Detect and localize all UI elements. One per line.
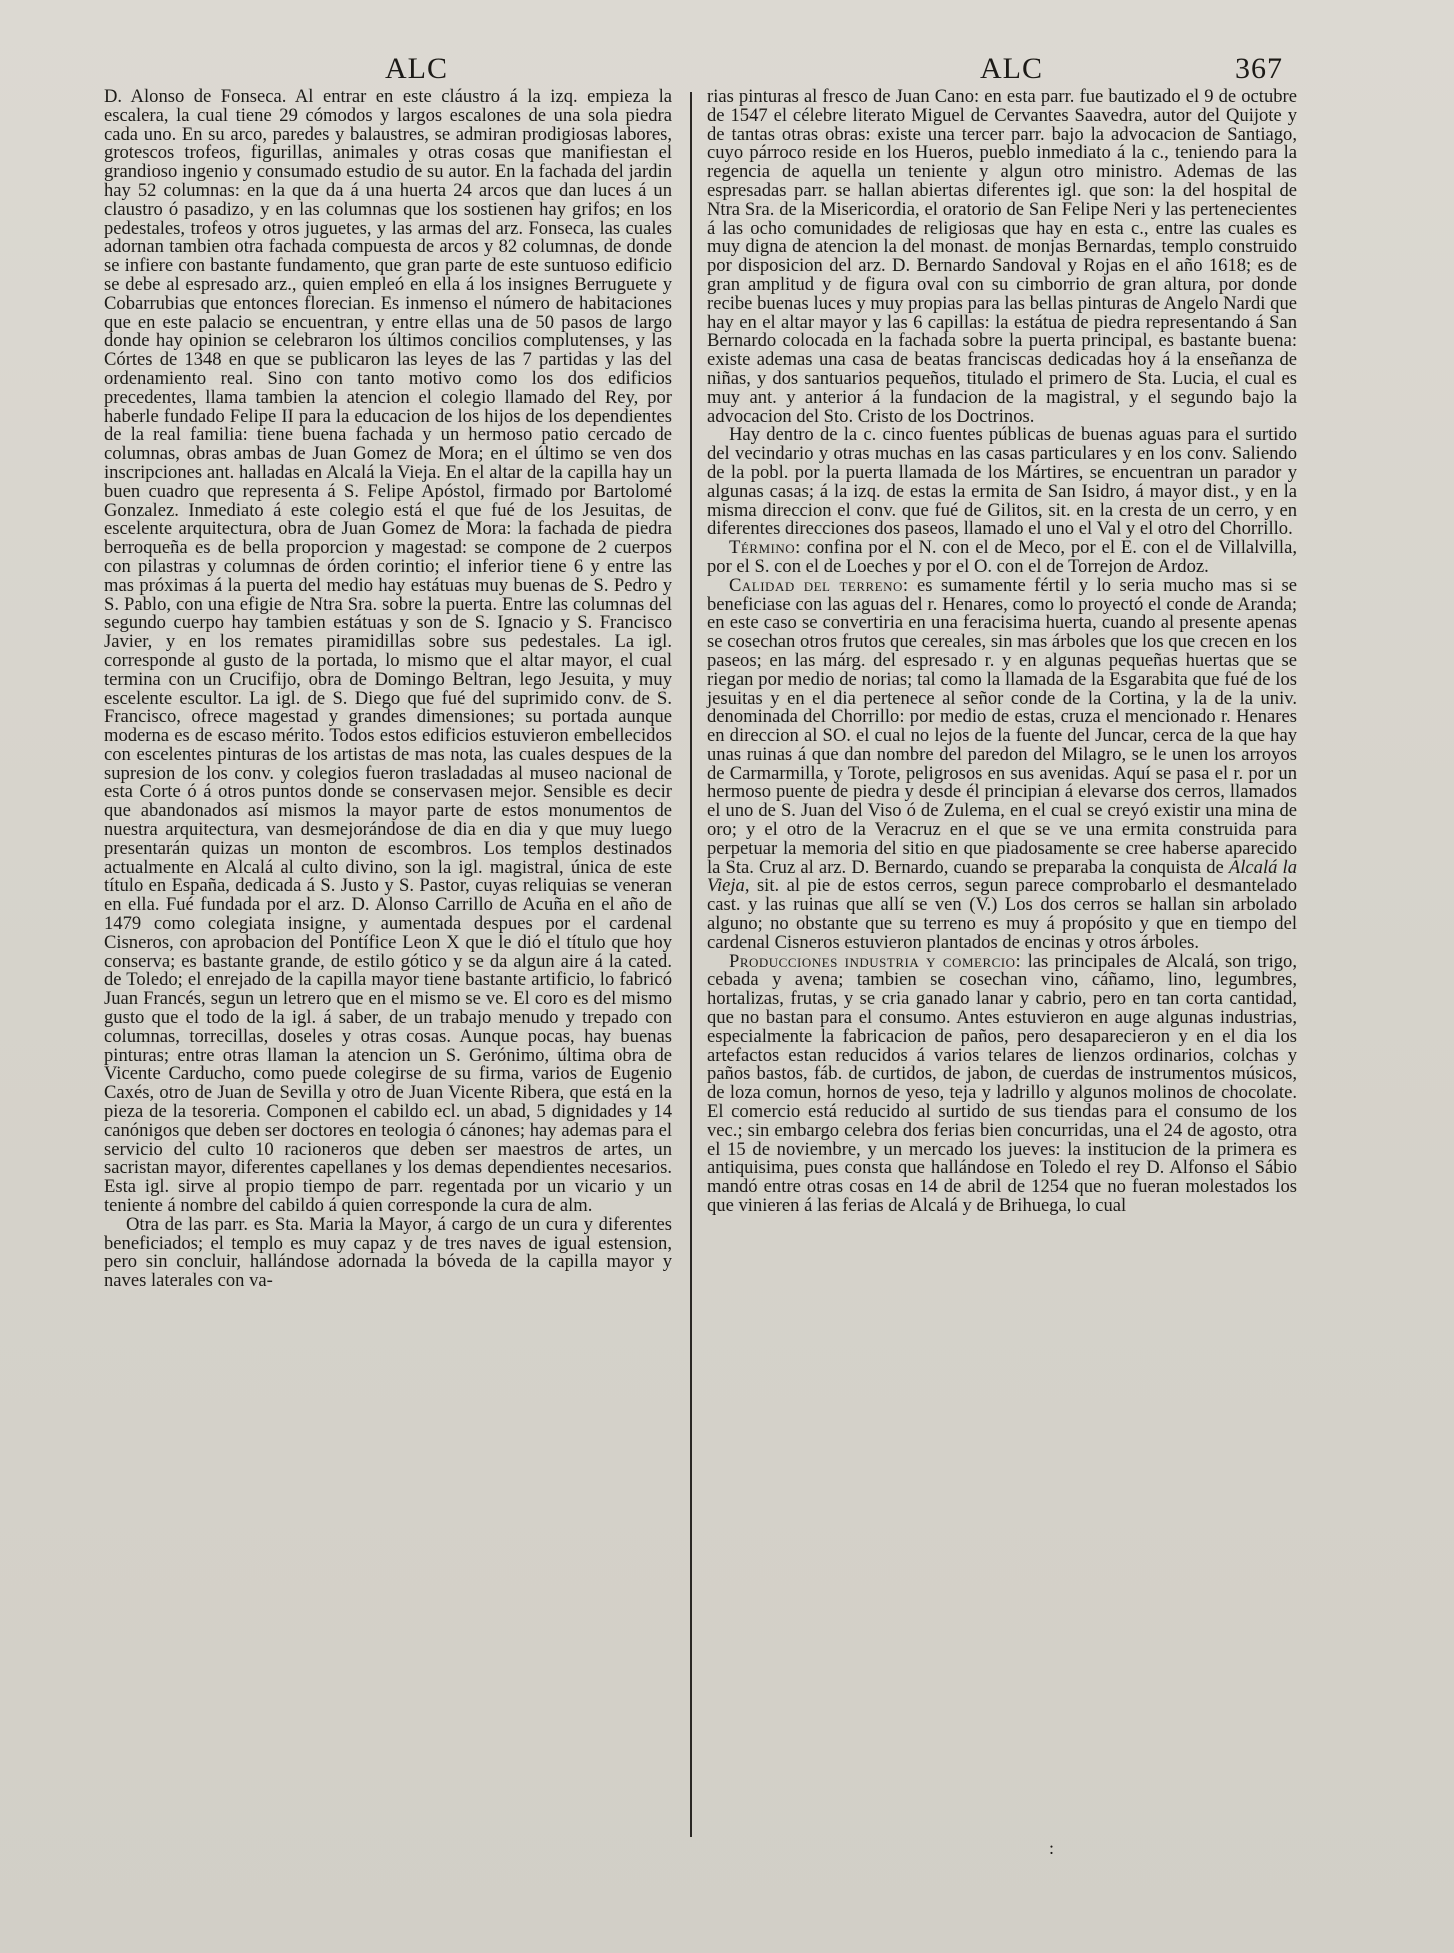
producciones-heading: Producciones industria y comercio: — [729, 950, 1022, 972]
calidad-text-1: es sumamente fértil y lo seria mucho mas si se beneficiase con las aguas del r. Henares, como lo proyectó el conde de Aranda; en este caso se convertiria en una feracisima huerta, cuando al presente apenas se cosechan otros frutos que cereales, sin mas árboles que los que crecen en los paseos; en las márg. del espresado r. y en algunas pequeñas huertas que se riegan por medio de norias; tal como la llamada de la Esgarabita que fué de los jesuitas y en el dia pertenece al señor conde de la Cortina, y la de la univ. denominada del Chorrillo: por medio de estas, cruza el mencionado r. Henares en direccion al SO. el cual no lejos de la fuente del Juncar, cerca de la que hay unas ruinas á que dan nombre del paredon del Milagro, se le unen los arroyos de Carmarmilla, y Torote, peligrosos en sus avenidas. Aquí se pasa el r. por un hermoso puente de piedra y desde él principian á elevarse dos cerros, llamados el uno de S. Juan del Viso ó de Zulema, en el cual se creyó existir una mina de oro; y el otro de la Veracruz en el que se ve una ermita construida para perpetuar la memoria del sitio en que piadosamente se cree haberse aparecido la Sta. Cruz al arz. D. Bernardo, cuando se preparaba la conquista de — [707, 574, 1297, 878]
producciones-text: las principales de Alcalá, son trigo, cebada y avena; tambien se cosechan vino, cáñamo, lino, legumbres, hortalizas, frutas, y se cria ganado lanar y cabrio, pero en tan corta cantidad, que no bastan para el consumo. Antes estuvieron en auge algunas industrias, especialmente la fabricacion de paños, pero desaparecieron y en el dia los artefactos estan reducidos á varios telares de lienzos ordinarios, colchas y paños bastos, fáb. de curtidos, de jabon, de cuerdas de instrumentos músicos, de loza comun, hornos de yeso, teja y ladrillo y algunos molinos de chocolate. El comercio está reducido al surtido de sus tiendas para el consumo de los vec.; sin embargo celebra dos ferias bien concurridas, una el 24 de agosto, otra el 15 de noviembre, y un mercado los jueves: la institucion de la primera es antiquisima, pues consta que hallándose en Toledo el rey D. Alfonso el Sábio mandó entre otras cosas en 14 de abril de 1254 que no fueran molestados los que vinieren á las ferias de Alcalá y de Brihuega, lo cual — [707, 950, 1297, 1217]
left-paragraph-2: Otra de las parr. es Sta. Maria la Mayor, á cargo de un cura y diferentes beneficiados; el templo es muy capaz y de tres naves de igual estension, pero sin concluir, hallándose adornada la bóveda de la capilla mayor y naves laterales con va- — [104, 1213, 672, 1292]
left-paragraph-1: D. Alonso de Fonseca. Al entrar en este cláustro á la izq. empieza la escalera, la cual tiene 29 cómodos y largos escalones de una sola piedra cada uno. En su arco, paredes y balaustres, se admiran prodigiosas labores, grotescos trofeos, figurillas, animales y otras cosas que manifiestan el grandioso ingenio y consumado estudio de su autor. En la fachada del jardin hay 52 columnas: en la que da á una huerta 24 arcos que dan luces á un claustro ó pasadizo, y en las columnas que los sostienen hay grifos; en los pedestales, trofeos y otros juguetes, y las armas del arz. Fonseca, las cuales adornan tambien otra fachada compuesta de arcos y 82 columnas, de donde se infiere con bastante fundamento, que gran parte de este suntuoso edificio se debe al espresado arz., quien empleó en ella á los insignes Berruguete y Cobarrubias que entonces florecian. Es inmenso el número de habitaciones que en este palacio se encuentran, y entre ellas una de 50 pasos de largo donde hay opinion se celebraron los últimos concilios complutenses, y las Córtes de 1348 en que se publicaron las leyes de las 7 partidas y las del ordenamiento real. Sino con tanto motivo como los dos edificios precedentes, llama tambien la atencion el colegio llamado del Rey, por haberle fundado Felipe II para la educacion de los hijos de los dependientes de la real familia: tiene buena fachada y un hermoso patio cercado de columnas, obras ambas de Juan Gomez de Mora; en el último se ven dos inscripciones ant. halladas en Alcalá la Vieja. En el altar de la capilla hay un buen cuadro que representa á S. Felipe Apóstol, firmado por Bartolomé Gonzalez. Inmediato á este colegio está el que fué de los Jesuitas, de escelente arquitectura, obra de Juan Gomez de Mora: la fachada de piedra berroqueña es de bella proporcion y magestad: se compone de 2 cuerpos con pilastras y columnas de órden corintio; el inferior tiene 6 y entre las mas próximas á la puerta del medio hay estátuas muy buenas de S. Pedro y S. Pablo, con una efigie de Ntra Sra. sobre la puerta. Entre las columnas del segundo cuerpo hay tambien estátuas y son de S. Ignacio y S. Francisco Javier, y en los remates piramidillas sobre sus pedestales. La igl. corresponde al gusto de la portada, lo mismo que el altar mayor, el cual termina con un Crucifijo, obra de Domingo Beltran, lego Jesuita, y muy escelente escultor. La igl. de S. Diego que fué del suprimido conv. de S. Francisco, ofrece magestad y grandes dimensiones; su portada aunque moderna es de escaso mérito. Todos estos edificios estuvieron embellecidos con escelentes pinturas de los artistas de mas nota, las cuales despues de la supresion de los conv. y colegios fueron trasladadas al museo nacional de esta Corte ó á otros puntos donde se conservasen mejor. Sensible es decir que abandonados así mismos la mayor parte de estos monumentos de nuestra arquitectura, van desmejorándose de dia en dia y que muy luego presentarán quizas un monton de escombros. Los templos destinados actualmente en Alcalá al culto divino, son la igl. magistral, única de este título en España, dedicada á S. Justo y S. Pastor, cuyas reliquias se veneran en ella. Fué fundada por el arz. D. Alonso Carrillo de Acuña en el año de 1479 como colegiata insigne, y aumentada despues por el cardenal Cisneros, con aprobacion del Pontífice Leon X que le dió el título que hoy conserva; es bastante grande, de estilo gótico y se da algun aire á la cated. de Toledo; el enrejado de la capilla mayor tiene bastante artificio, lo fabricó Juan Francés, segun un letrero que en el mismo se ve. El coro es del mismo gusto que el todo de la igl. á saber, de un trabajo menudo y trepado con columnas, torrecillas, doseles y otras cosas. Aunque pocas, hay buenas pinturas; entre otras llaman la atencion un S. Gerónimo, última obra de Vicente Carducho, como puede colegirse de su firma, varios de Eugenio Caxés, otro de Juan de Sevilla y otro de Juan Vicente Ribera, que está en la pieza de la tesoreria. Componen el cabildo ecl. un abad, 5 dignidades y 14 canónigos que deben ser doctores en teologia ó cánones; hay ademas para el servicio del culto 10 racioneros que deben ser maestros de artes, un sacristan mayor, diferentes capellanes y los demas dependientes necesarios. Esta igl. sirve al propio tiempo de parr. regentada por un vicario y un teniente á nombre del cabildo á quien corresponde la cura de alm. — [104, 86, 672, 1217]
left-column — [104, 88, 672, 1291]
right-paragraph-fuentes: Hay dentro de la c. cinco fuentes públicas de buenas aguas para el surtido del vecindario y otras muchas en las casas particulares y en los conv. Saliendo de la pobl. por la puerta llamada de los Mártires, se encuentran un parador y algunas casas; á la izq. de estas la ermita de San Isidro, á mayor dist., y en la misma direccion el conv. que fué de Gilitos, sit. en la cresta de un cerro, y en diferentes direcciones dos paseos, llamado el uno el Val y el otro del Chorrillo. — [707, 424, 1297, 540]
calidad-text-2: , sit. al pie de estos cerros, segun parece comprobarlo el desmantelado cast. y las ruinas que allí se ven (V.) Los dos cerros se hallan sin arbolado alguno; no obstante que su terreno es muy á propósito y que en tiempo del cardenal Cisneros estuvieron plantados de encinas y otros árboles. — [707, 875, 1297, 953]
footer-mark: : — [1049, 1838, 1055, 1858]
termino-text: confina por el N. con el de Meco, por el E. con el de Villalvilla, por el S. con el de Loeches y por el O. con el de Torrejon de Ardoz. — [707, 537, 1297, 577]
calidad-heading: Calidad del terreno: — [729, 574, 909, 596]
left-running-head: ALC — [385, 52, 448, 85]
calidad-section — [707, 574, 1297, 953]
termino-section — [707, 539, 1297, 577]
right-column — [707, 88, 1297, 1216]
calidad-place-name: Alcalá la Vieja — [707, 856, 1297, 897]
producciones-section — [707, 950, 1297, 1217]
termino-heading: Término: — [729, 537, 801, 559]
page-number: 367 — [1235, 52, 1283, 85]
right-running-head: ALC — [980, 52, 1043, 85]
right-paragraph-1: rias pinturas al fresco de Juan Cano: en esta parr. fue bautizado el 9 de octubre de 1547 el célebre literato Miguel de Cervantes Saavedra, autor del Quijote y de tantas otras obras: existe una tercer parr. bajo la advocacion de Santiago, cuyo párroco reside en los Hueros, pueblo inmediato á la c., teniendo para la regencia de aquella un teniente y algun otro ministro. Ademas de las espresadas parr. se hallan abiertas diferentes igl. que son: la del hospital de Ntra Sra. de la Misericordia, el oratorio de San Felipe Neri y las pertenecientes á las ocho comunidades de religiosas que hay en esta c., entre las cuales es muy digna de atencion la del monast. de monjas Bernardas, templo construido por disposicion del arz. D. Bernardo Sandoval y Rojas en el año 1618; es de gran amplitud y de figura oval con su cimborrio de gran altura, por donde recibe buenas luces y muy propias para las bellas pinturas de Angelo Nardi que hay en el altar mayor y las 6 capillas: la estátua de piedra representando á San Bernardo colocada en la fachada sobre la puerta principal, es bastante buena: existe ademas una casa de beatas franciscas dedicadas hoy á la enseñanza de niñas, y dos santuarios pequeños, titulado el primero de Sta. Lucia, el cual es muy ant. y anterior á la fundacion de la magistral, y el segundo bajo la advocacion del Sto. Cristo de los Doctrinos. — [707, 86, 1297, 427]
column-divider — [690, 92, 692, 1837]
